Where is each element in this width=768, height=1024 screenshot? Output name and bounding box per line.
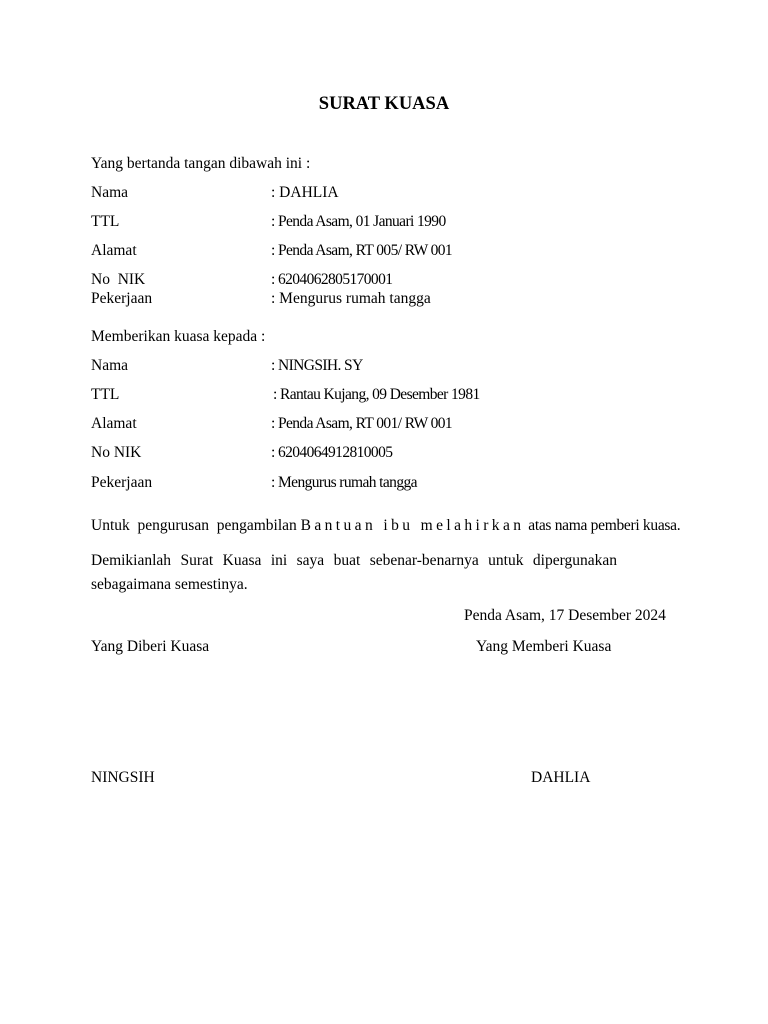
giver-alamat-value: : Penda Asam, RT 005/ RW 001 bbox=[271, 242, 453, 259]
giver-alamat-label: Alamat bbox=[91, 242, 137, 259]
receiver-role: Yang Diberi Kuasa bbox=[91, 638, 210, 655]
receiver-ttl-value: : Rantau Kujang, 09 Desember 1981 bbox=[273, 386, 480, 403]
giver-pekerjaan-value: : Mengurus rumah tangga bbox=[271, 290, 431, 307]
receiver-nik-label: No NIK bbox=[91, 444, 142, 461]
receiver-nama-label: Nama bbox=[91, 357, 129, 374]
giver-ttl-label: TTL bbox=[91, 213, 120, 230]
purpose-prefix: Untuk pengurusan pengambilan bbox=[91, 517, 297, 534]
purpose-paragraph bbox=[91, 517, 680, 535]
purpose-emphasis: Bantuan ibu melahirkan bbox=[300, 517, 525, 534]
giver-pekerjaan-label: Pekerjaan bbox=[91, 290, 153, 307]
intro-receiver: Memberikan kuasa kepada : bbox=[91, 328, 266, 345]
intro-giver: Yang bertanda tangan dibawah ini : bbox=[91, 155, 311, 172]
giver-nik-value: : 6204062805170001 bbox=[271, 271, 393, 288]
receiver-ttl-label: TTL bbox=[91, 386, 120, 403]
receiver-alamat-value: : Penda Asam, RT 001/ RW 001 bbox=[271, 415, 453, 432]
receiver-pekerjaan-value: : Mengurus rumah tangga bbox=[271, 474, 417, 491]
giver-signature-name: DAHLIA bbox=[531, 769, 591, 786]
receiver-alamat-label: Alamat bbox=[91, 415, 137, 432]
place-date: Penda Asam, 17 Desember 2024 bbox=[464, 607, 666, 624]
document-title: SURAT KUASA bbox=[318, 94, 450, 114]
closing-line-2: sebagaimana semestinya. bbox=[91, 576, 248, 593]
giver-nik-label: No NIK bbox=[91, 271, 146, 288]
giver-ttl-value: : Penda Asam, 01 Januari 1990 bbox=[271, 213, 446, 230]
giver-role: Yang Memberi Kuasa bbox=[476, 638, 612, 655]
receiver-nik-value: : 6204064912810005 bbox=[271, 444, 393, 461]
receiver-signature-name: NINGSIH bbox=[91, 769, 155, 786]
receiver-nama-value: : NINGSIH. SY bbox=[271, 357, 363, 374]
closing-line-1: Demikianlah Surat Kuasa ini saya buat sebenar-benarnya untuk dipergunakan bbox=[91, 552, 617, 569]
purpose-suffix: atas nama pemberi kuasa. bbox=[528, 517, 681, 534]
giver-nama-label: Nama bbox=[91, 184, 129, 201]
receiver-pekerjaan-label: Pekerjaan bbox=[91, 474, 153, 491]
giver-nama-value: : DAHLIA bbox=[271, 184, 339, 201]
